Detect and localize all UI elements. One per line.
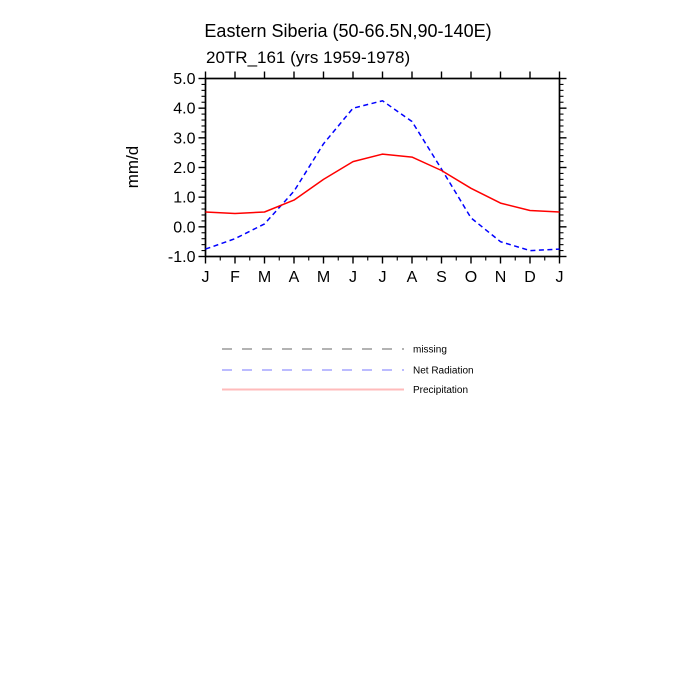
y-tick-label: 3.0 <box>173 130 196 148</box>
chart-subtitle: 20TR_161 (yrs 1959-1978) <box>206 48 411 67</box>
x-tick-label: J <box>378 269 387 286</box>
y-tick-label: 4.0 <box>173 100 196 118</box>
x-tick-label: A <box>406 269 418 286</box>
x-tick-label: J <box>555 269 564 286</box>
y-tick-label: 0.0 <box>173 219 196 237</box>
x-tick-label: D <box>524 269 536 286</box>
legend-label-precipitation: Precipitation <box>413 385 469 396</box>
y-tick-label: 5.0 <box>173 71 196 88</box>
chart-title: Eastern Siberia (50-66.5N,90-140E) <box>204 21 492 41</box>
x-tick-label: A <box>288 269 300 286</box>
x-tick-label: M <box>316 269 331 286</box>
x-tick-label: S <box>436 269 447 286</box>
x-tick-label: F <box>230 269 240 286</box>
precipitation-line <box>206 154 560 213</box>
legend-label-net-radiation: Net Radiation <box>413 365 474 377</box>
plot-frame <box>206 79 560 257</box>
y-tick-label: 2.0 <box>173 160 196 177</box>
legend <box>222 345 474 397</box>
legend-label-missing: missing <box>413 344 447 356</box>
plot-area <box>168 71 567 286</box>
x-tick-label: O <box>464 269 478 286</box>
y-tick-label: -1.0 <box>167 249 196 266</box>
y-axis-label: mm/d <box>123 145 142 189</box>
x-tick-label: M <box>257 269 272 286</box>
y-tick-label: 1.0 <box>173 189 196 207</box>
x-tick-label: J <box>201 269 210 286</box>
net-radiation-line <box>206 101 560 251</box>
x-tick-label: N <box>494 269 507 286</box>
x-tick-label: J <box>349 269 357 286</box>
